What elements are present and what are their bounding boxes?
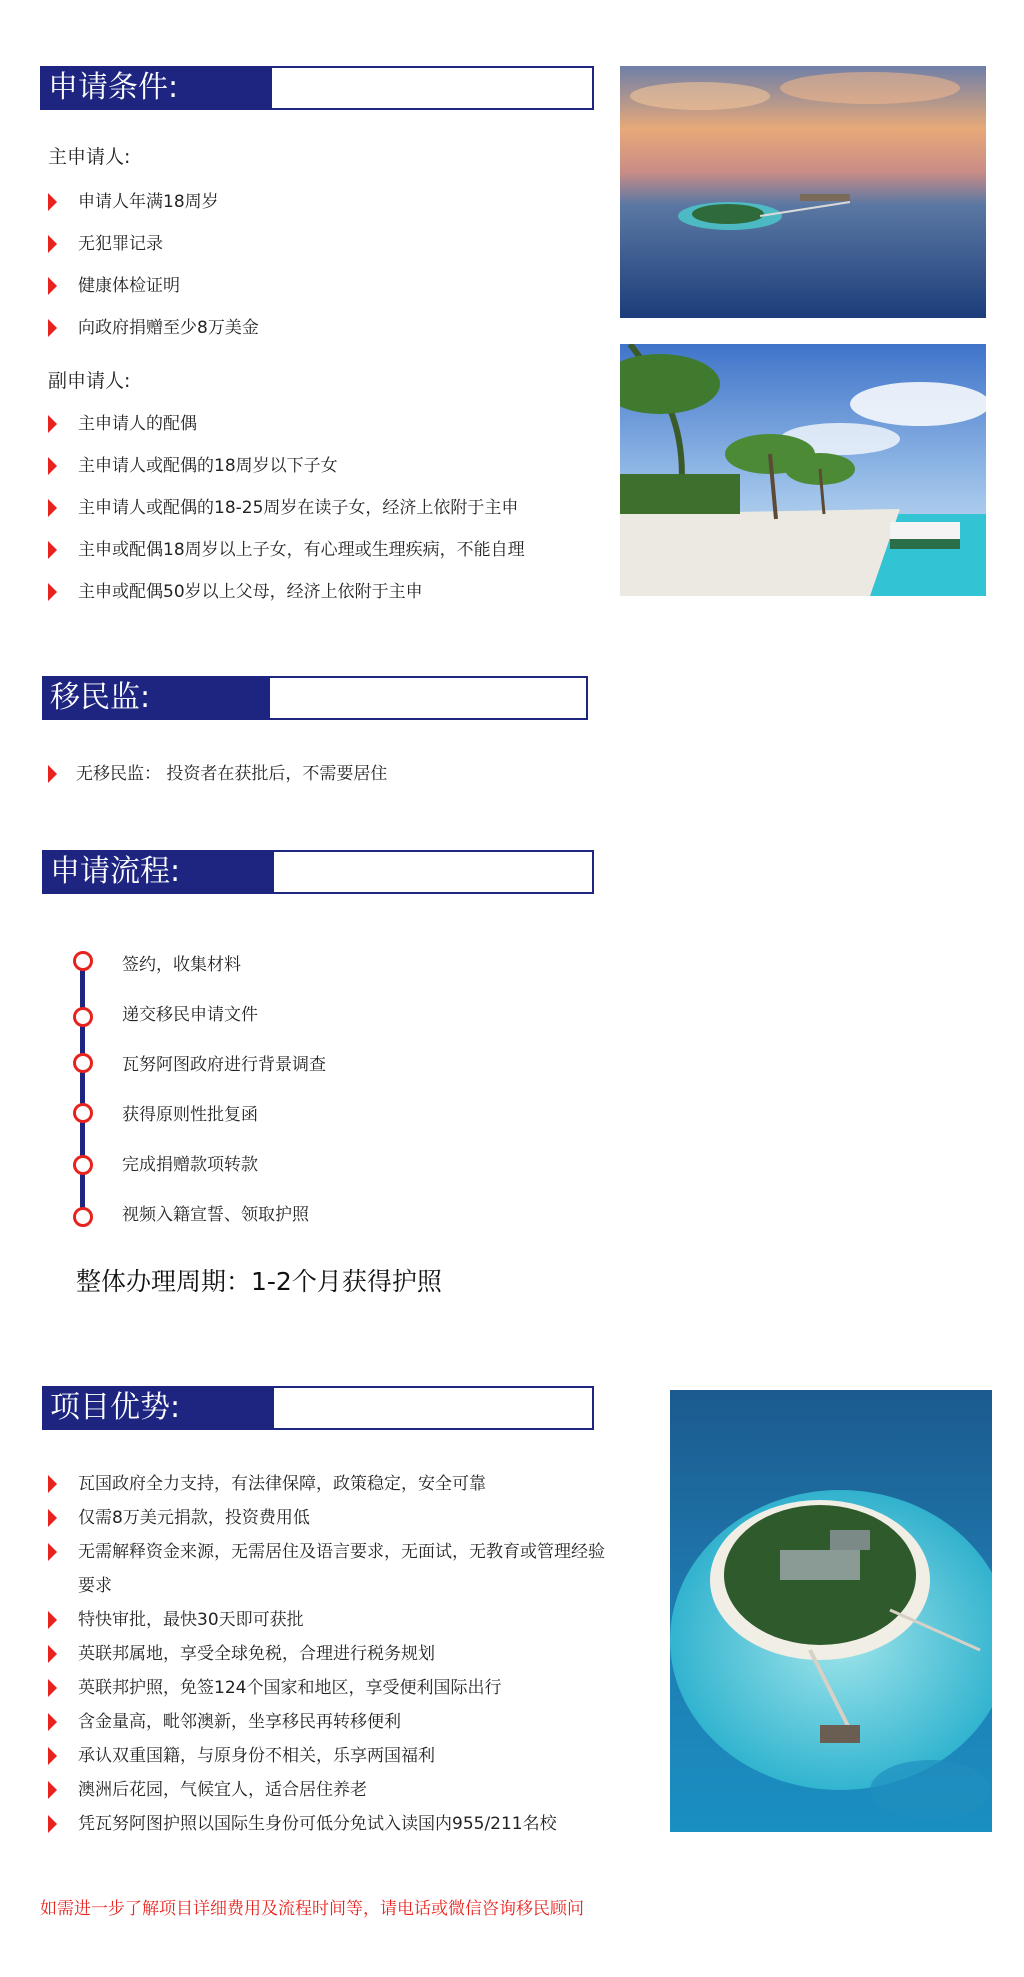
list-item: 向政府捐赠至少8万美金 xyxy=(42,316,259,358)
process-step: 完成捐赠款项转款 xyxy=(122,1155,258,1175)
bullet-icon xyxy=(48,541,57,559)
advantages-list xyxy=(42,1472,605,1846)
list-item: 主申请人或配偶的18-25周岁在读子女，经济上依附于主申 xyxy=(42,496,525,538)
main-applicant-label: 主申请人: xyxy=(48,146,131,168)
bullet-icon xyxy=(48,1645,57,1663)
bullet-icon xyxy=(48,1713,57,1731)
bullet-icon xyxy=(48,1543,57,1561)
process-step: 视频入籍宣誓、领取护照 xyxy=(122,1205,309,1225)
section-title: 移民监: xyxy=(44,678,270,718)
list-item: 瓦国政府全力支持，有法律保障，政策稳定，安全可靠 xyxy=(42,1472,605,1506)
photo-palm-beach xyxy=(620,344,986,596)
list-item: 无需解释资金来源，无需居住及语言要求，无面试，无教育或管理经验 xyxy=(42,1540,605,1574)
list-item: 凭瓦努阿图护照以国际生身份可低分免试入读国内955/211名校 xyxy=(42,1812,605,1846)
section-title: 申请条件: xyxy=(42,68,272,108)
list-item-continuation: 要求 xyxy=(78,1576,112,1596)
list-item: 含金量高，毗邻澳新，坐享移民再转移便利 xyxy=(42,1710,605,1744)
list-item: 无移民监： 投资者在获批后，不需要居住 xyxy=(42,762,387,786)
list-item: 承认双重国籍，与原身份不相关，乐享两国福利 xyxy=(42,1744,605,1778)
bullet-icon xyxy=(48,319,57,337)
bullet-icon xyxy=(48,235,57,253)
process-step: 瓦努阿图政府进行背景调查 xyxy=(122,1055,326,1075)
bullet-icon xyxy=(48,193,57,211)
list-item: 特快审批，最快30天即可获批 xyxy=(42,1608,605,1642)
bullet-icon xyxy=(48,1815,57,1833)
bullet-icon xyxy=(48,1475,57,1493)
timeline-dot xyxy=(73,1007,93,1027)
bullet-icon xyxy=(48,765,57,783)
list-item: 仅需8万美元捐款，投资费用低 xyxy=(42,1506,605,1540)
process-step: 递交移民申请文件 xyxy=(122,1005,258,1025)
timeline-dot xyxy=(73,951,93,971)
section-header-supervision xyxy=(42,676,588,720)
section-header-process xyxy=(42,850,594,894)
list-item: 主申或配偶50岁以上父母，经济上依附于主申 xyxy=(42,580,525,622)
list-item: 申请人年满18周岁 xyxy=(42,190,259,232)
bullet-icon xyxy=(48,1747,57,1765)
section-title: 项目优势: xyxy=(44,1388,274,1428)
bullet-icon xyxy=(48,415,57,433)
bullet-icon xyxy=(48,457,57,475)
list-item: 无犯罪记录 xyxy=(42,232,259,274)
process-summary: 整体办理周期：1-2个月获得护照 xyxy=(76,1267,442,1296)
supervision-list xyxy=(42,762,387,786)
list-item: 主申或配偶18周岁以上子女，有心理或生理疾病，不能自理 xyxy=(42,538,525,580)
section-header-advantages xyxy=(42,1386,594,1430)
section-title: 申请流程: xyxy=(44,852,274,892)
bullet-icon xyxy=(48,499,57,517)
list-item: 英联邦护照，免签124个国家和地区，享受便利国际出行 xyxy=(42,1676,605,1710)
list-item: 澳洲后花园，气候宜人，适合居住养老 xyxy=(42,1778,605,1812)
photo-island-sunset xyxy=(620,66,986,318)
list-item: 主申请人或配偶的18周岁以下子女 xyxy=(42,454,525,496)
timeline-dot xyxy=(73,1155,93,1175)
dependent-applicant-list xyxy=(42,412,525,622)
footer-note: 如需进一步了解项目详细费用及流程时间等，请电话或微信咨询移民顾问 xyxy=(40,1899,584,1919)
process-step: 签约，收集材料 xyxy=(122,955,241,975)
section-header-application xyxy=(40,66,594,110)
process-step: 获得原则性批复函 xyxy=(122,1105,258,1125)
list-item: 英联邦属地，享受全球免税，合理进行税务规划 xyxy=(42,1642,605,1676)
timeline-dot xyxy=(73,1103,93,1123)
timeline-dot xyxy=(73,1053,93,1073)
list-item: 主申请人的配偶 xyxy=(42,412,525,454)
bullet-icon xyxy=(48,1781,57,1799)
bullet-icon xyxy=(48,277,57,295)
bullet-icon xyxy=(48,1679,57,1697)
bullet-icon xyxy=(48,1509,57,1527)
bullet-icon xyxy=(48,1611,57,1629)
dependent-applicant-label: 副申请人: xyxy=(48,370,131,392)
photo-aerial-island xyxy=(670,1390,992,1832)
list-item: 健康体检证明 xyxy=(42,274,259,316)
bullet-icon xyxy=(48,583,57,601)
main-applicant-list xyxy=(42,190,259,358)
timeline-dot xyxy=(73,1207,93,1227)
